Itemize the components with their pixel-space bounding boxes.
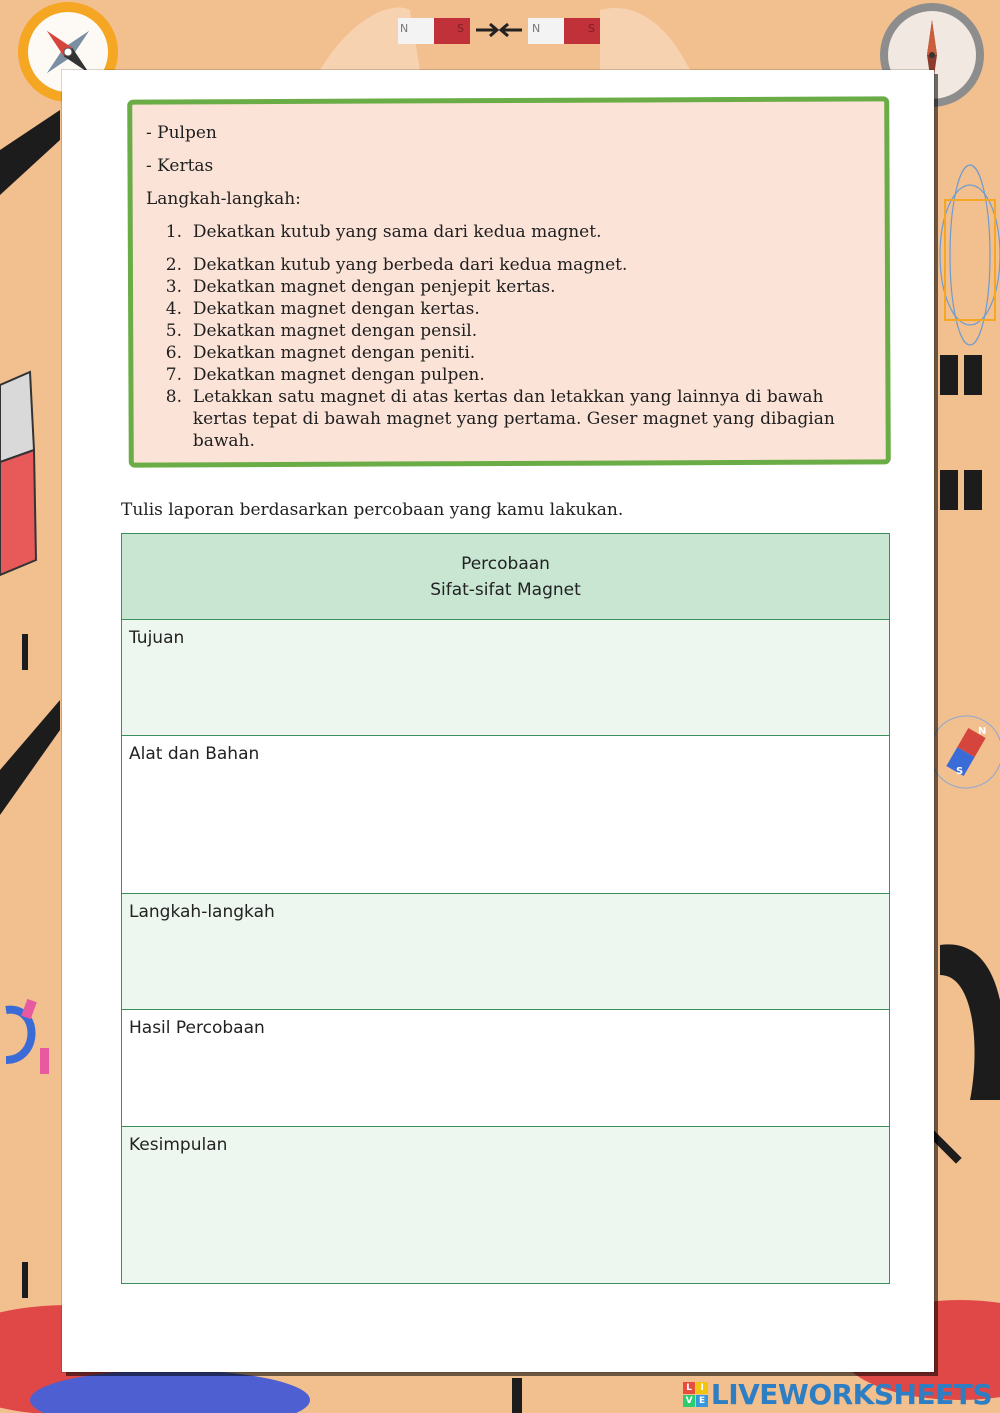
material-item: - Kertas (146, 156, 214, 176)
langkah-field[interactable] (122, 894, 889, 1010)
steps-heading: Langkah-langkah: (146, 189, 301, 209)
horseshoe-magnet-shape (940, 944, 1000, 1100)
step-item: 7. Dekatkan magnet dengan pulpen. (165, 365, 485, 385)
report-title-line1: Percobaan (461, 553, 550, 574)
langkah-label: Langkah-langkah (129, 902, 275, 922)
instruction-text: Tulis laporan berdasarkan percobaan yang kamu lakukan. (121, 500, 624, 520)
tick-mark (22, 634, 28, 670)
report-title-line2[interactable]: Sifat-sifat Magnet (430, 579, 581, 600)
horseshoe-magnet-icon (6, 999, 49, 1074)
liveworksheets-watermark[interactable] (683, 1378, 992, 1411)
magnet-label-n: N (400, 22, 409, 35)
pen-shape (0, 110, 60, 195)
block-shape (964, 355, 982, 395)
hasil-percobaan-field[interactable] (122, 1010, 889, 1127)
step-item: 5. Dekatkan magnet dengan pensil. (165, 321, 478, 341)
tick-mark (22, 1262, 28, 1298)
block-shape (940, 470, 958, 510)
report-table (121, 533, 890, 1284)
block-shape (964, 470, 982, 510)
watermark-text: LIVEWORKSHEETS (710, 1378, 992, 1411)
liveworksheets-logo-icon: L I V E (683, 1382, 708, 1407)
tujuan-field[interactable] (122, 620, 889, 736)
step-item: 6. Dekatkan magnet dengan peniti. (165, 343, 476, 363)
pen-shape (0, 700, 60, 815)
step-item: 8. Letakkan satu magnet di atas kertas dan letakkan yang lainnya di bawah kertas tepat di bawah magnet yang pertama. Geser magnet yang dibagian bawah. (165, 387, 835, 451)
steps-list (146, 221, 866, 452)
report-title (122, 534, 889, 620)
materials-content (146, 122, 866, 452)
magnet-label-s: S (956, 766, 964, 777)
kesimpulan-label: Kesimpulan (129, 1135, 228, 1155)
step-item: 4. Dekatkan magnet dengan kertas. (165, 299, 480, 319)
alat-bahan-label: Alat dan Bahan (129, 744, 260, 764)
magnetic-field-lines (940, 165, 1000, 345)
magnet-label-n: N (978, 726, 987, 737)
tujuan-label: Tujuan (129, 628, 185, 648)
block-shape (940, 355, 958, 395)
magnet-label-n: N (532, 22, 541, 35)
material-item: - Pulpen (146, 123, 217, 143)
magnet-label-s: S (457, 22, 464, 35)
kesimpulan-field[interactable] (122, 1127, 889, 1283)
magnet-label-s: S (588, 22, 595, 35)
step-item: 1. Dekatkan kutub yang sama dari kedua magnet. (165, 222, 602, 242)
hasil-percobaan-label: Hasil Percobaan (129, 1018, 265, 1038)
bar-magnet-icon (398, 18, 600, 44)
tick-mark (512, 1378, 522, 1413)
block-magnet-shape (0, 372, 36, 575)
hand-shape (600, 8, 690, 70)
alat-bahan-field[interactable] (122, 736, 889, 894)
step-item: 3. Dekatkan magnet dengan penjepit kertas. (165, 277, 556, 297)
step-item: 2. Dekatkan kutub yang berbeda dari kedua magnet. (165, 255, 628, 275)
